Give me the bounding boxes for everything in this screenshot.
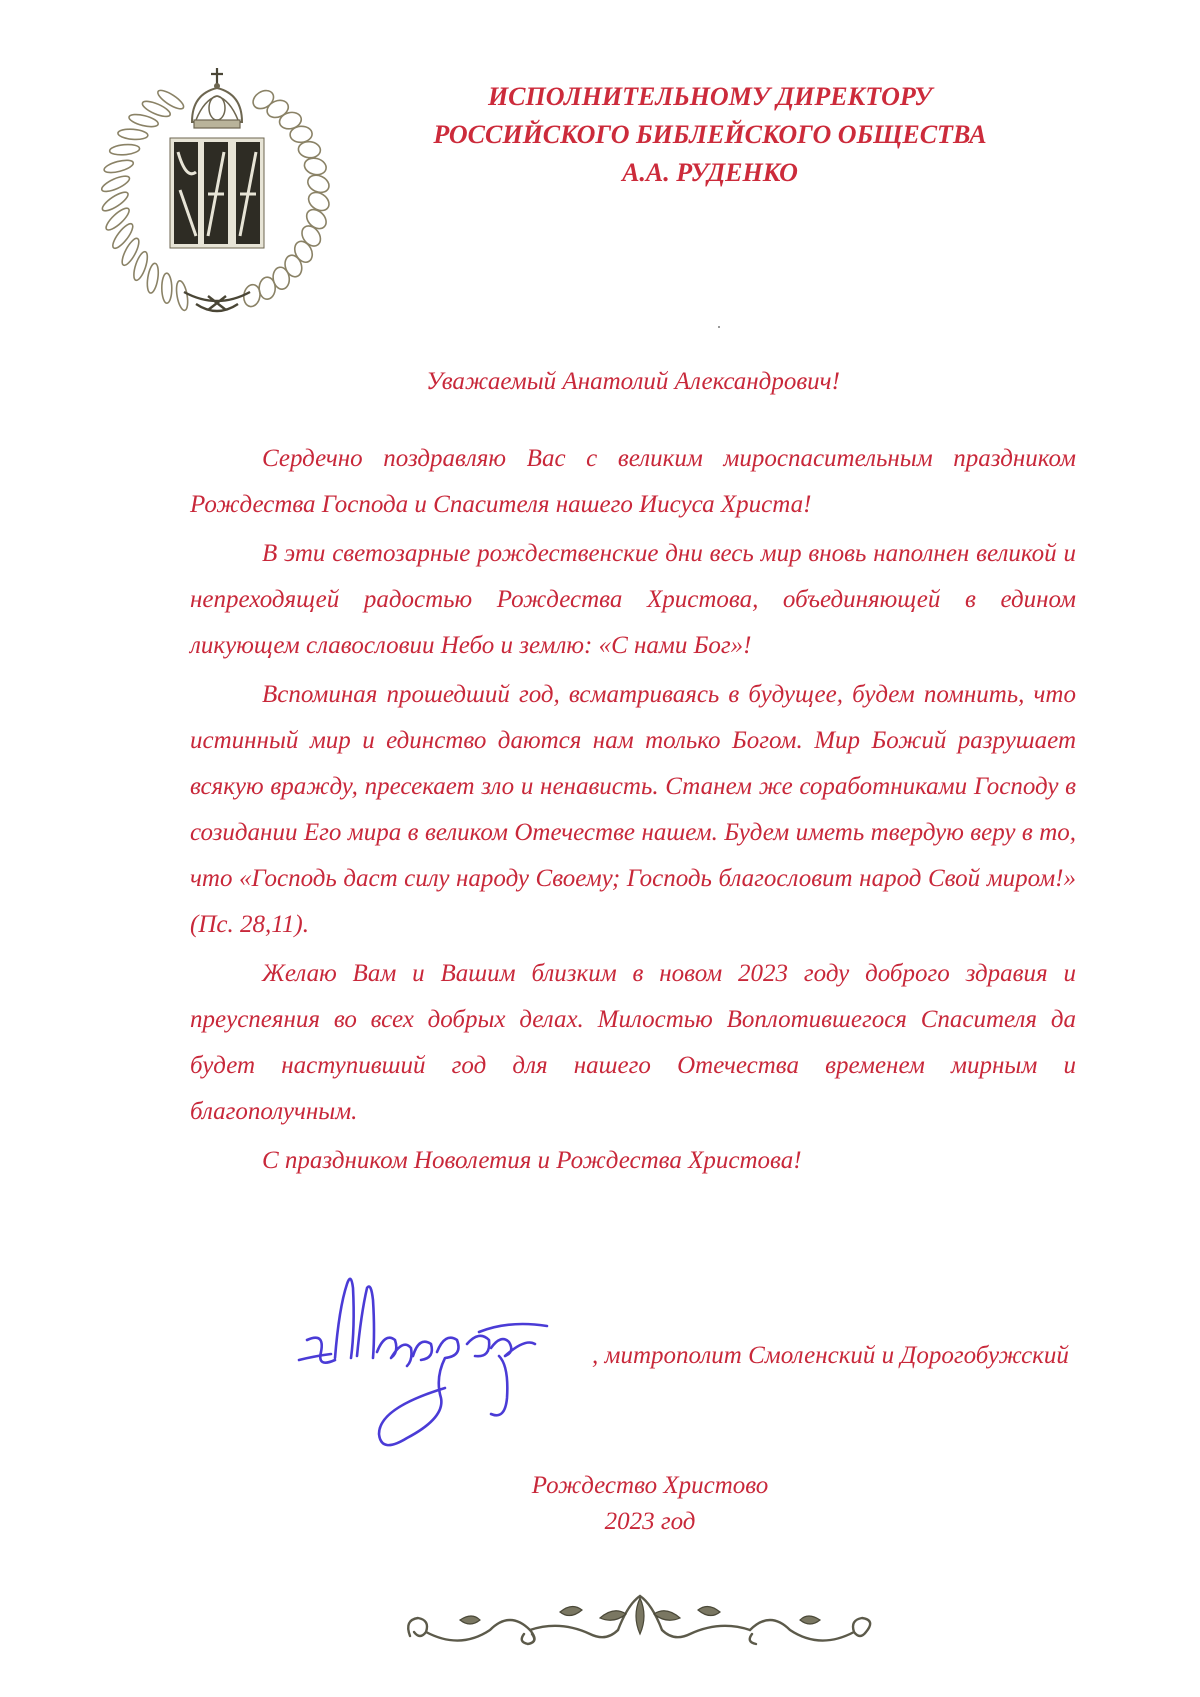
paragraph-2: В эти светозарные рождественские дни весь мир вновь наполнен великой и непреходящей радостью Рождества Христова, объединяющей в едином ликующем славословии Небо и землю: «С нами Бог»!: [190, 540, 1076, 659]
wreath-leaf: [282, 253, 304, 279]
letter-body: [190, 436, 1076, 1187]
wreath-leaf: [303, 156, 328, 177]
crown-icon: [192, 68, 242, 128]
wreath-leaf: [109, 143, 140, 156]
wreath-leaf: [155, 87, 186, 112]
date-line-2: 2023 год: [604, 1508, 696, 1535]
wreath-leaf: [162, 273, 172, 303]
wreath-leaf: [110, 221, 136, 251]
wreath-leaf: [146, 263, 161, 294]
wreath-leaf: [250, 87, 277, 112]
patriarch-emblem: [100, 60, 335, 330]
wreath-leaf: [118, 128, 149, 140]
recipient-line-3: А.А. РУДЕНКО: [622, 158, 798, 187]
monogram-icon: [170, 138, 264, 248]
wreath-leaf: [103, 205, 132, 233]
recipient-address: [420, 78, 1000, 192]
wreath-leaf: [128, 112, 160, 129]
recipient-line-2: РОССИЙСКОГО БИБЛЕЙСКОГО ОБЩЕСТВА: [433, 120, 987, 149]
recipient-line-1: ИСПОЛНИТЕЛЬНОМУ ДИРЕКТОРУ: [487, 82, 933, 111]
signer-title: , митрополит Смоленский и Дорогобужский: [592, 1342, 1069, 1369]
wreath-leaf: [298, 222, 324, 249]
wreath-leaf: [264, 97, 291, 120]
greeting: Уважаемый Анатолий Александрович!: [426, 368, 840, 395]
paragraph-1: Сердечно поздравляю Вас с великим мироспасительным праздником Рождества Господа и Спасителя нашего Иисуса Христа!: [190, 445, 1076, 518]
wreath-leaf: [278, 110, 303, 131]
wreath-leaf: [175, 280, 190, 311]
date-block: [480, 1468, 820, 1540]
handwritten-signature: [295, 1248, 585, 1458]
wreath-leaf: [298, 141, 321, 159]
wreath-leaf: [291, 238, 315, 265]
paragraph-3: Вспоминая прошедший год, всматриваясь в будущее, будем помнить, что истинный мир и единство даются нам только Богом. Мир Божий разрушает всякую вражду, пресекает зло и ненависть. Станем же соработниками Господу в созидании Его мира в великом Отечестве нашем. Будем иметь твердую веру в то, что «Господь даст силу народу Своему; Господь благословит народ Свой миром!» (Пс. 28,11).: [190, 681, 1076, 938]
ornament-flourish-icon: [400, 1590, 880, 1660]
stray-dot: [718, 326, 720, 328]
closing-line: С праздником Новолетия и Рождества Христова!: [262, 1147, 802, 1174]
wreath-leaf: [119, 236, 142, 267]
wreath-leaf: [103, 158, 135, 175]
wreath-leaf: [305, 172, 332, 196]
wreath-leaf: [100, 173, 131, 194]
date-line-1: Рождество Христово: [531, 1472, 769, 1499]
wreath-leaf: [100, 189, 130, 214]
paragraph-4: Желаю Вам и Вашим близким в новом 2023 году доброго здравия и преуспеяния во всех добрых делах. Милостью Воплотившегося Спасителя да будет наступивший год для нашего Отечества временем мирным и благополучным.: [190, 960, 1076, 1125]
wreath-ribbon: [184, 292, 250, 311]
